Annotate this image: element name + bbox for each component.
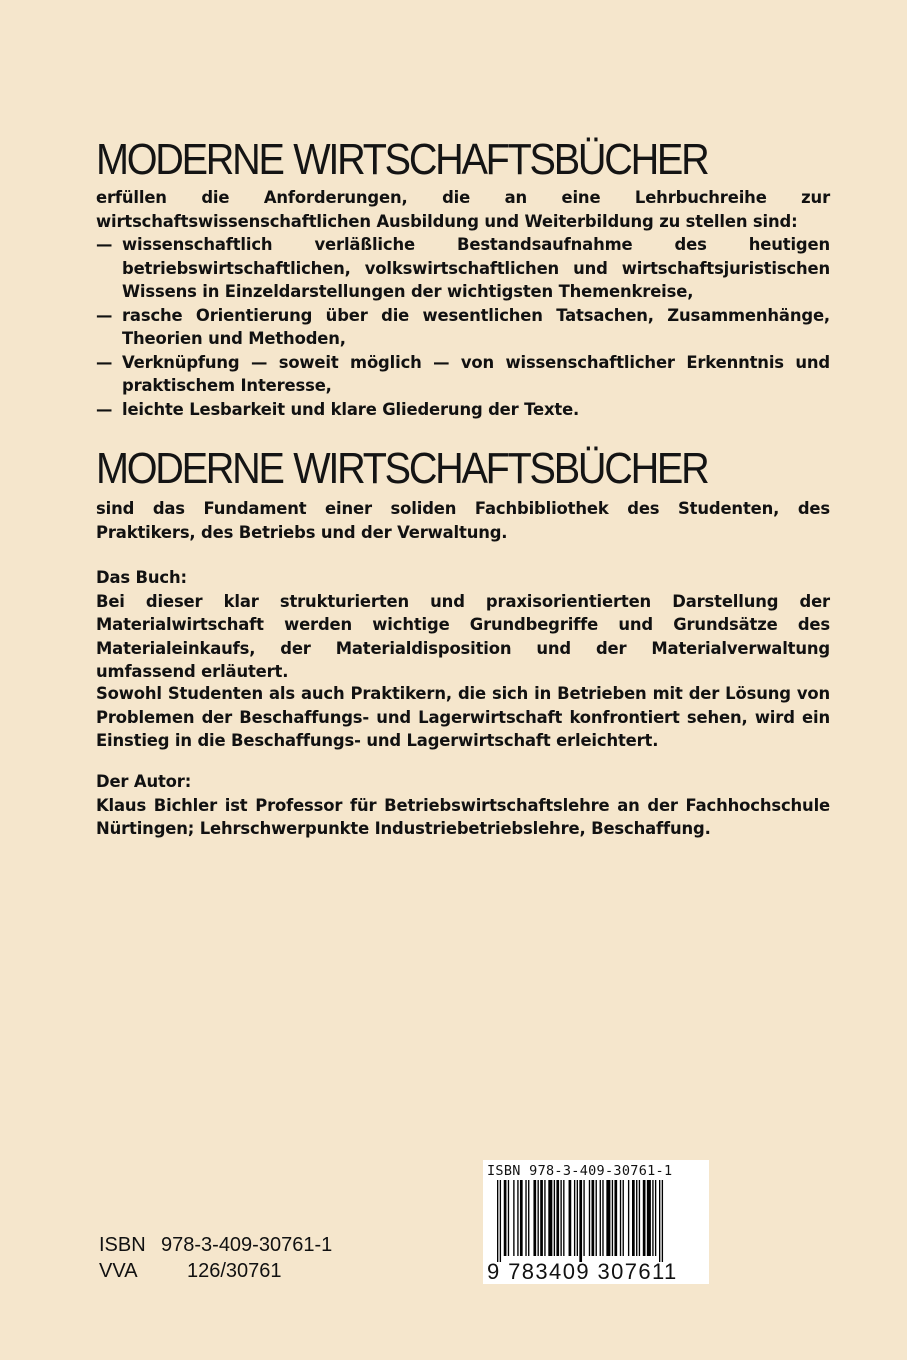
- barcode-bar: [655, 1180, 656, 1256]
- barcode-bar: [525, 1180, 526, 1256]
- barcode-bar: [544, 1180, 545, 1256]
- intro-paragraph-2: [96, 497, 830, 544]
- vva-label: VVA: [99, 1260, 138, 1282]
- barcode-bar: [497, 1180, 498, 1262]
- intro-text-1: erfüllen die Anforderungen, die an eine Lehrbuchreihe zur wirtschaftswissenschaftlichen Ausbildung und Weiterbildung zu stellen sind:: [96, 188, 830, 231]
- book-section: [96, 566, 830, 684]
- barcode-bar: [517, 1180, 518, 1256]
- barcode-bar: [592, 1180, 595, 1256]
- barcode-bar: [643, 1180, 646, 1256]
- isbn-info: [99, 1232, 332, 1284]
- intro-paragraph-1: [96, 186, 830, 233]
- barcode-number: 9 783409 307611: [487, 1259, 678, 1284]
- barcode-bar: [554, 1180, 555, 1256]
- barcode-bar: [556, 1180, 559, 1256]
- book-label: Das Buch:: [96, 568, 187, 587]
- barcode-bar: [659, 1180, 660, 1262]
- barcode-bar: [612, 1180, 613, 1256]
- barcode-bar: [579, 1180, 582, 1262]
- barcode-bar: [548, 1180, 552, 1256]
- author-section: [96, 770, 830, 841]
- book-audience-text: Sowohl Studenten als auch Praktikern, die sich in Betrieben mit der Lösung von Problemen der Beschaffungs- und Lagerwirtschaft konfrontiert sehen, wird ein Einstieg in die Beschaffungs- und Lagerwirtschaft erleichtert.: [96, 684, 830, 750]
- intro-text-2: sind das Fundament einer soliden Fachbibliothek des Studenten, des Praktikers, des Betriebs und der Verwaltung.: [96, 499, 830, 542]
- barcode-bar: [500, 1180, 501, 1262]
- list-item: — wissenschaftlich verläßliche Bestandsaufnahme des heutigen betriebswirtschaftlichen, volkswirtschaftlichen und wirtschaftsjuristischen Wissens in Einzeldarstellungen der wichtigsten Themenkreise,: [96, 233, 830, 304]
- book-description: Bei dieser klar strukturierten und praxisorientierten Darstellung der Materialwirtschaft werden wichtige Grundbegriffe und Grundsätze des Materialeinkaufs, der Materialdisposition und der Materialverwaltung umfassend erläutert.: [96, 591, 830, 681]
- barcode-bar: [538, 1180, 539, 1256]
- author-label: Der Autor:: [96, 772, 192, 791]
- barcode-bar: [623, 1180, 624, 1256]
- barcode-bar: [632, 1180, 635, 1256]
- barcode-bar: [563, 1180, 564, 1256]
- barcode-bar: [636, 1180, 637, 1256]
- series-heading-2: MODERNE WIRTSCHAFTSBÜCHER: [96, 444, 708, 493]
- barcode-bar: [589, 1180, 590, 1256]
- barcode-bar: [606, 1180, 610, 1256]
- barcode-bar: [652, 1180, 653, 1256]
- vva-value: 126/30761: [187, 1260, 282, 1282]
- barcode-isbn-text: ISBN 978-3-409-30761-1: [487, 1163, 673, 1179]
- vva-row: [99, 1258, 332, 1284]
- barcode-bar: [504, 1180, 507, 1256]
- barcode-bar: [574, 1180, 575, 1256]
- barcode-bar: [577, 1180, 578, 1256]
- barcode-bar: [628, 1180, 629, 1256]
- list-item: — leichte Lesbarkeit und klare Gliederung der Texte.: [96, 398, 830, 422]
- barcode-bar: [583, 1180, 584, 1256]
- barcode-bar: [508, 1180, 509, 1256]
- barcode-bar: [596, 1180, 597, 1256]
- barcode-bar: [662, 1180, 663, 1262]
- barcode-bar: [528, 1180, 529, 1256]
- barcode-bars: [483, 1180, 709, 1262]
- list-item: — Verknüpfung — soweit möglich — von wissenschaftlicher Erkenntnis und praktischem Interesse,: [96, 351, 830, 398]
- isbn-label: ISBN: [99, 1234, 146, 1256]
- barcode-bar: [569, 1180, 572, 1256]
- list-item: — rasche Orientierung über die wesentlichen Tatsachen, Zusammenhänge, Theorien und Methoden,: [96, 304, 830, 351]
- isbn-value: 978-3-409-30761-1: [161, 1234, 333, 1256]
- barcode-bar: [602, 1180, 603, 1256]
- barcode-bar: [620, 1180, 621, 1256]
- feature-list: [96, 233, 830, 421]
- author-description: Klaus Bichler ist Professor für Betriebswirtschaftslehre an der Fachhochschule Nürtingen; Lehrschwerpunkte Industriebetriebslehre, Beschaffung.: [96, 795, 830, 838]
- book-audience: [96, 682, 830, 753]
- isbn-row: [99, 1232, 332, 1258]
- barcode-bar: [520, 1180, 523, 1256]
- barcode-bar: [540, 1180, 543, 1256]
- barcode-bar: [639, 1180, 640, 1256]
- barcode-bar: [513, 1180, 514, 1256]
- barcode-bar: [647, 1180, 651, 1256]
- barcode: [483, 1160, 709, 1284]
- barcode-bar: [533, 1180, 536, 1256]
- series-heading-1: MODERNE WIRTSCHAFTSBÜCHER: [96, 135, 708, 184]
- barcode-bar: [560, 1180, 561, 1256]
- barcode-bar: [600, 1180, 601, 1256]
- barcode-bar: [614, 1180, 617, 1256]
